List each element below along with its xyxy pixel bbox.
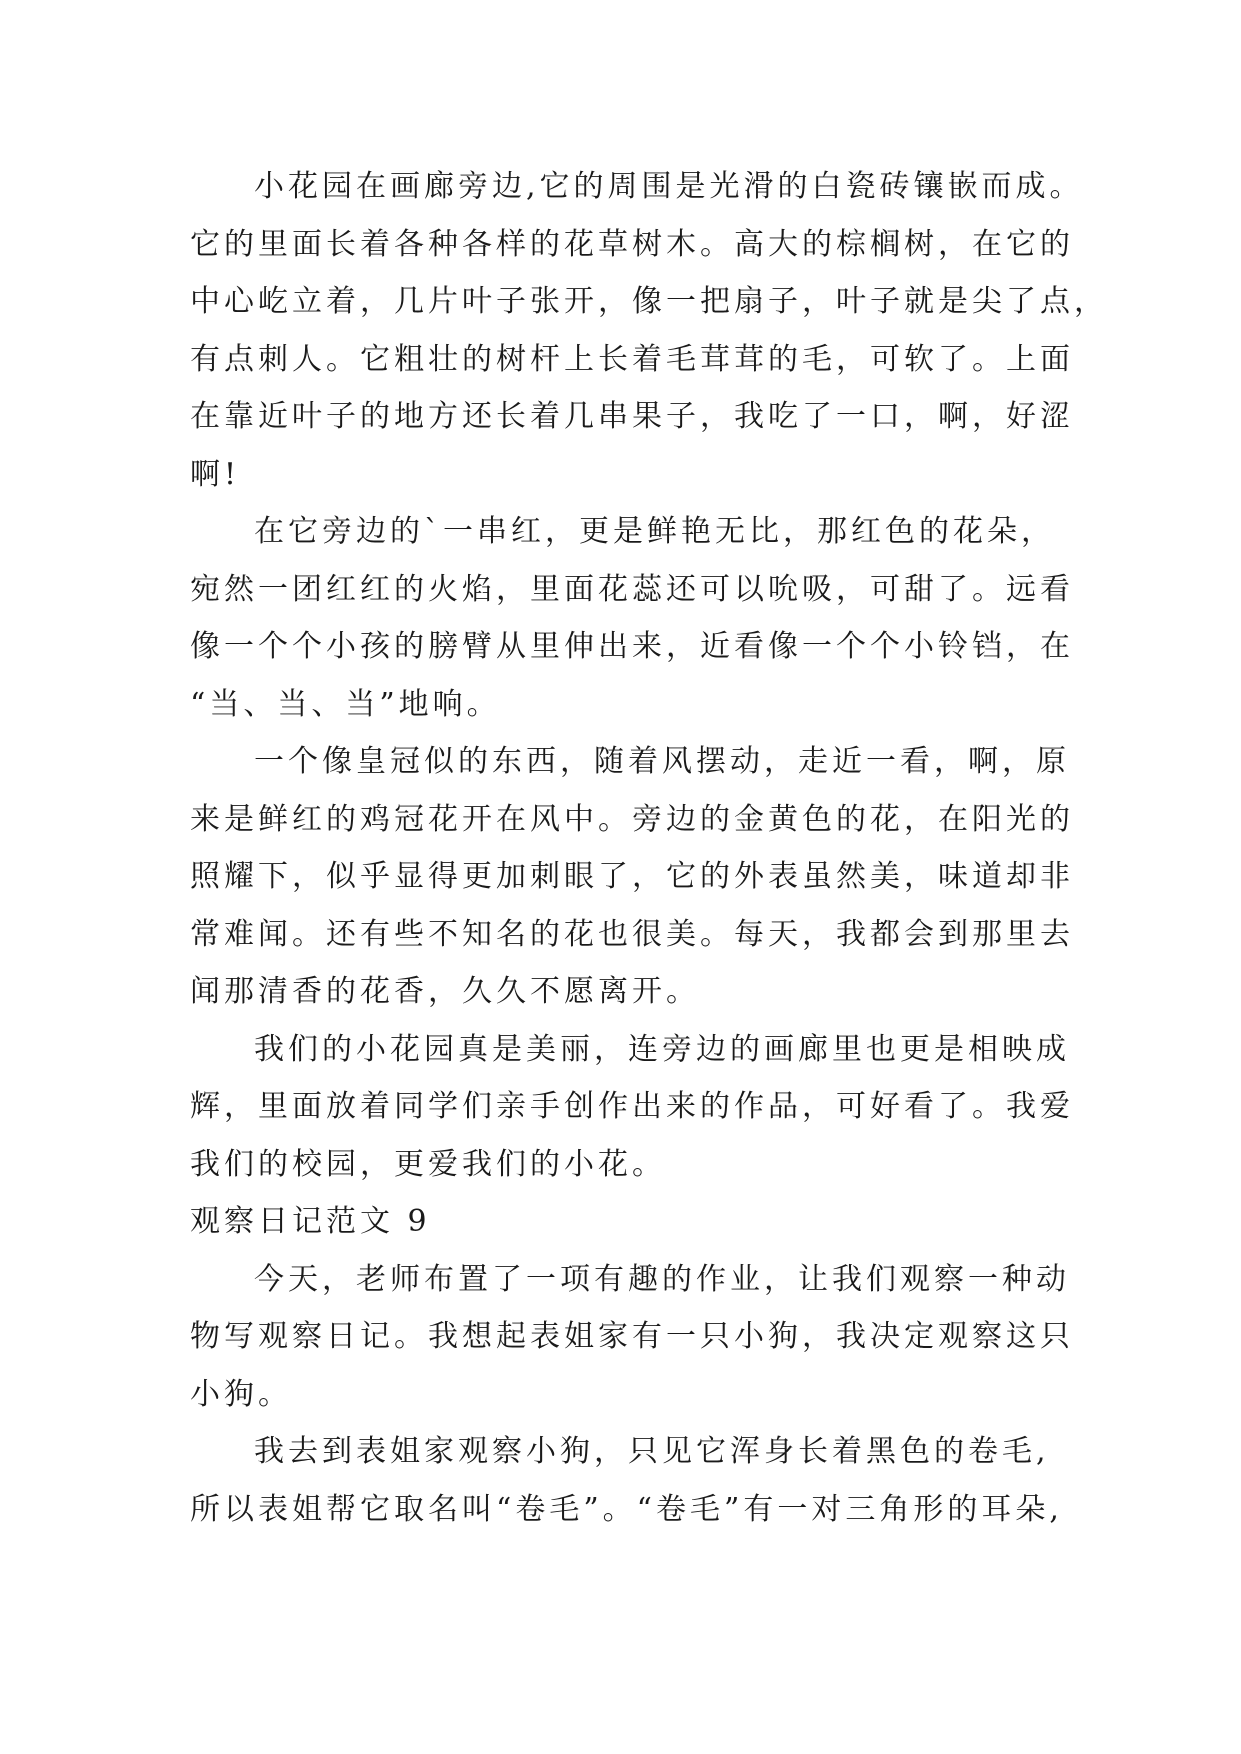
text-line: 像一个个小孩的膀臂从里伸出来，近看像一个个小铃铛，在	[190, 629, 1074, 664]
text-line: 所以表姐帮它取名叫“卷毛”。“卷毛”有一对三角形的耳朵,	[190, 1491, 1063, 1527]
text-line: 物写观察日记。我想起表姐家有一只小狗，我决定观察这只	[190, 1319, 1074, 1354]
text-line: 照耀下，似乎显得更加刺眼了，它的外表虽然美，味道却非	[190, 859, 1074, 894]
text-line: 小狗。	[190, 1376, 292, 1412]
text-line: 一个像皇冠似的东西，随着风摆动，走近一看，啊，原	[254, 744, 1070, 779]
document-body	[190, 158, 1108, 1538]
text-line: 我去到表姐家观察小狗，只见它浑身长着黑色的卷毛,	[254, 1434, 1050, 1469]
text-line: 啊!	[190, 456, 241, 492]
text-line: 在靠近叶子的地方还长着几串果子，我吃了一口，啊，好涩	[190, 399, 1074, 434]
text-line: 常难闻。还有些不知名的花也很美。每天，我都会到那里去	[190, 916, 1074, 952]
text-line: 观察日记范文 9	[190, 1204, 431, 1239]
text-line: 在它旁边的`一串红，更是鲜艳无比，那红色的花朵，	[254, 514, 1055, 549]
text-line: 有点刺人。它粗壮的树杆上长着毛茸茸的毛，可软了。上面	[190, 341, 1074, 377]
text-line: “当、当、当”地响。	[190, 686, 501, 722]
text-line: 我们的小花园真是美丽，连旁边的画廊里也更是相映成	[254, 1031, 1070, 1067]
text-line: 来是鲜红的鸡冠花开在风中。旁边的金黄色的花，在阳光的	[190, 801, 1074, 837]
text-line: 宛然一团红红的火焰，里面花蕊还可以吮吸，可甜了。远看	[190, 571, 1074, 607]
text-line: 今天，老师布置了一项有趣的作业，让我们观察一种动	[254, 1261, 1070, 1297]
text-line: 闻那清香的花香，久久不愿离开。	[190, 974, 700, 1009]
text-line: 我们的校园，更爱我们的小花。	[190, 1146, 666, 1182]
text-line: 中心屹立着，几片叶子张开，像一把扇子，叶子就是尖了点，	[190, 284, 1108, 319]
text-line: 它的里面长着各种各样的花草树木。高大的棕榈树，在它的	[190, 226, 1074, 262]
text-line: 小花园在画廊旁边,它的周围是光滑的白瓷砖镶嵌而成。	[254, 169, 1084, 204]
text-line: 辉，里面放着同学们亲手创作出来的作品，可好看了。我爱	[190, 1089, 1074, 1124]
